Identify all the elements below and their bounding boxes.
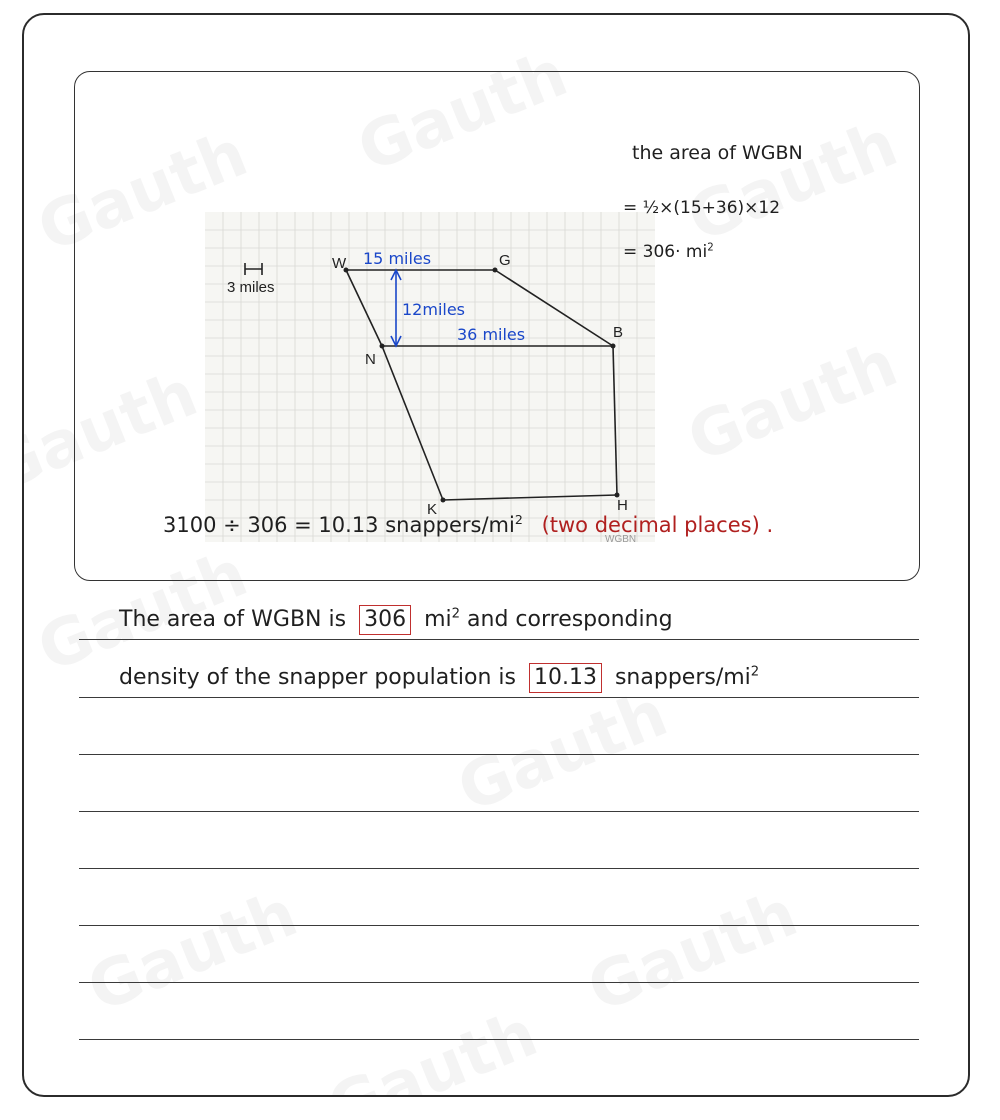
- area-formula: = ½×(15+36)×12: [623, 198, 781, 218]
- ruled-line: [79, 639, 919, 640]
- answer-line-2: density of the snapper population is 10.13 snappers/$mi^2$: [119, 663, 759, 693]
- watermark: [78, 877, 307, 1027]
- watermark: [318, 997, 547, 1097]
- base-length-label: 36 miles: [457, 325, 526, 344]
- point-w: W: [332, 255, 347, 272]
- watermark: [448, 677, 677, 827]
- ruled-line: [79, 868, 919, 869]
- point-g: G: [499, 252, 511, 269]
- area-title: the area of WGBN: [632, 142, 803, 164]
- density-calculation: 3100 ÷ 306 = 10.13 snappers/$mi^2$ (two decimal places) .: [163, 512, 774, 537]
- ruled-line: [79, 754, 919, 755]
- ruled-line: [79, 697, 919, 698]
- point-n: N: [365, 351, 376, 368]
- rounding-note: (two decimal places) .: [541, 513, 774, 537]
- point-h: H: [617, 497, 628, 514]
- density-answer-box: 10.13: [529, 663, 602, 693]
- scale-label: 3 miles: [227, 279, 275, 296]
- ruled-line: [79, 925, 919, 926]
- answer-sheet: [22, 13, 970, 1097]
- ruled-line: [79, 1039, 919, 1040]
- area-result: = $306\cdot mi^2$: [623, 242, 714, 262]
- top-length-label: 15 miles: [363, 249, 432, 268]
- point-k: K: [427, 501, 438, 518]
- figure-caption: WGBN: [605, 534, 637, 542]
- height-label: 12miles: [402, 300, 466, 319]
- work-box: [74, 71, 920, 581]
- point-b: B: [613, 324, 624, 341]
- answer-line-1: The area of WGBN is 306 $mi^2$ and corresponding: [119, 605, 673, 635]
- area-answer-box: 306: [359, 605, 411, 635]
- ruled-line: [79, 982, 919, 983]
- trapezoid-figure: [205, 212, 655, 542]
- watermark: [578, 877, 807, 1027]
- ruled-line: [79, 811, 919, 812]
